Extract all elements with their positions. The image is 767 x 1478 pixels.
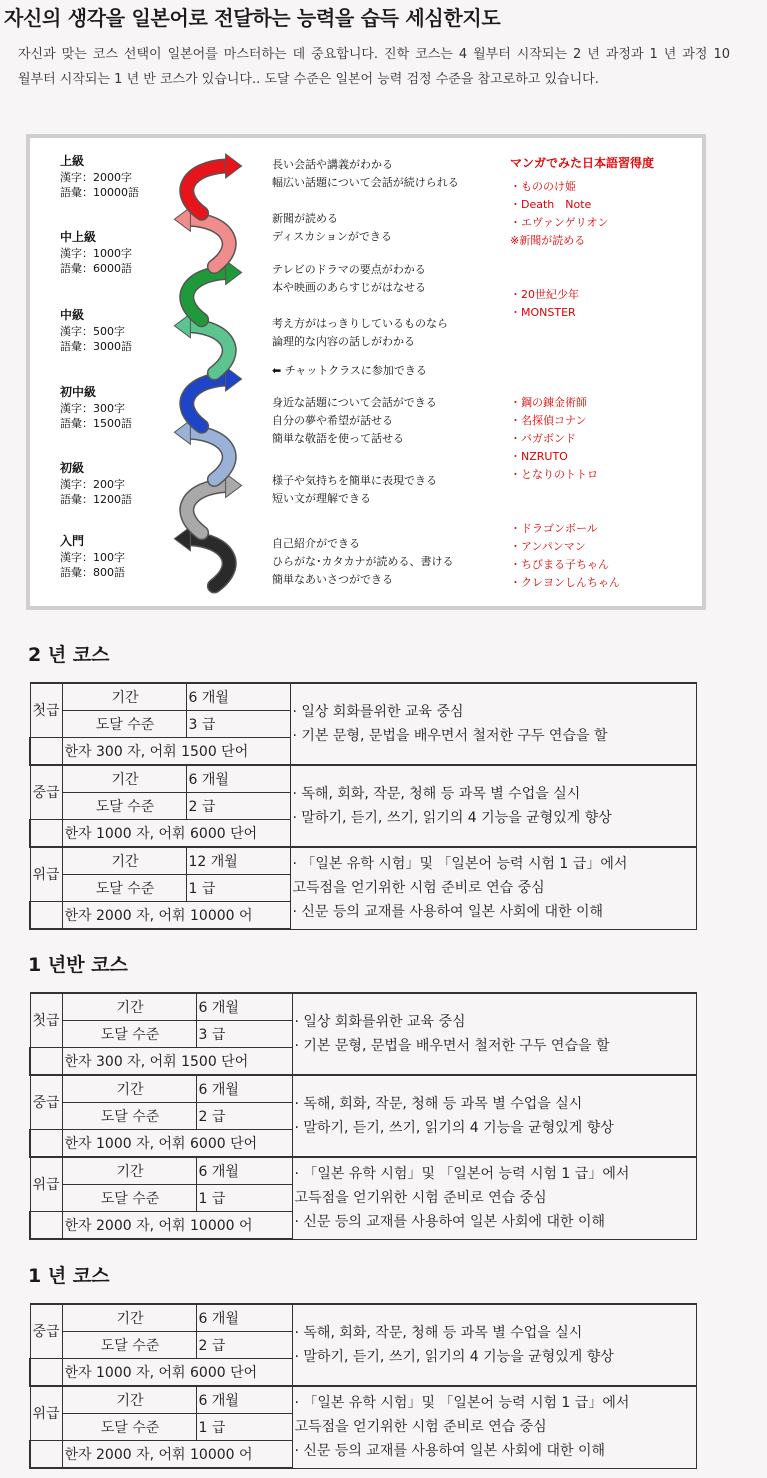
level-value: 3 급: [196, 1021, 292, 1048]
grade-cell: 첫급: [30, 683, 62, 738]
period-value: 6 개월: [196, 993, 292, 1021]
description-cell: · 「일본 유학 시험」및 「일본어 능력 시험 1 급」에서 고득점을 얻기위한 시험 준비로 연습 중심 · 신문 등의 교재를 사용하여 일본 사회에 대한 이해: [290, 847, 697, 929]
description-cell: · 독해, 회화, 작문, 청해 등 과목 별 수업을 실시 · 말하기, 듣기, 쓰기, 읽기의 4 기능을 균형있게 향상: [290, 765, 697, 847]
page-title: 자신의 생각을 일본어로 전달하는 능력을 습득 세심한지도: [4, 6, 501, 30]
table-row: [30, 1157, 697, 1185]
level-label: 도달 수준: [62, 793, 186, 820]
course-table: [29, 1303, 697, 1469]
grade-cell: 중급: [30, 1075, 62, 1130]
table-row: [30, 1386, 697, 1414]
intro-paragraph: 자신과 맞는 코스 선택이 일본어를 마스터하는 데 중요합니다. 진학 코스는 4 월부터 시작되는 2 년 과정과 1 년 과정 10 월부터 시작되는 1 년 반 코스가 있습니다.. 도달 수준은 일본어 능력 검정 수준을 참고로하고 있습니다.: [18, 47, 730, 87]
level-value: 1 급: [186, 875, 290, 902]
grade-cell: 중급: [30, 765, 62, 820]
requirement-cell: 한자 1000 자, 어휘 6000 단어: [62, 1130, 292, 1158]
table-row: [30, 1075, 697, 1103]
period-value: 6 개월: [196, 1157, 292, 1185]
level-description: 様子や気持ちを簡単に表現できる 短い文が理解できる: [272, 474, 437, 505]
level-description: 新聞が読める ディスカションができる: [272, 212, 392, 243]
level-description: 考え方がはっきりしているものなら 論理的な内容の話しがわかる: [272, 317, 448, 348]
grade-cell: 위급: [30, 847, 62, 902]
period-value: 6 개월: [186, 683, 290, 711]
manga-list: ・ドラゴンボール ・アンパンマン ・ちびまる子ちゃん ・クレヨンしんちゃん: [510, 522, 620, 589]
level-description: 身近な話題について会話ができる 自分の夢や希望が話せる 簡単な敬語を使って話せる: [272, 396, 437, 445]
period-value: 6 개월: [196, 1386, 292, 1414]
level-description: 長い会話や講義がわかる 幅広い話題について会話が続けられる: [272, 158, 459, 189]
manga-list: ・20世紀少年 ・MONSTER: [510, 288, 579, 319]
period-label: 기간: [62, 847, 186, 875]
level-label: 도달 수준: [62, 1332, 196, 1359]
left-arrow-icon: ⬅: [272, 364, 282, 377]
description-cell: · 일상 회화를위한 교육 중심 · 기본 문형, 문법을 배우면서 철저한 구두 연습을 할: [290, 683, 697, 765]
level-value: 1 급: [196, 1185, 292, 1212]
grade-cell: 첫급: [30, 993, 62, 1048]
table-row: [30, 765, 697, 793]
level-figure: [26, 134, 706, 610]
table-row: [30, 683, 697, 711]
requirement-cell: 한자 300 자, 어휘 1500 단어: [62, 738, 290, 766]
course-table: [29, 992, 697, 1240]
table-row: [30, 1304, 697, 1332]
level-label: 中上級 漢字：1000字 語彙：6000語: [60, 230, 132, 275]
chat-class-note: ⬅ チャットクラスに参加できる: [272, 364, 427, 377]
course-title: 1 년 코스: [28, 1265, 110, 1287]
requirement-cell: 한자 1000 자, 어휘 6000 단어: [62, 820, 290, 848]
level-description: 自己紹介ができる ひらがな･カタカナが読める、書ける 簡単なあいさつができる: [272, 537, 454, 586]
level-label: 入門 漢字：100字 語彙：800語: [60, 534, 125, 579]
period-value: 12 개월: [186, 847, 290, 875]
period-label: 기간: [62, 765, 186, 793]
level-value: 2 급: [196, 1103, 292, 1130]
level-label: 도달 수준: [62, 1185, 196, 1212]
description-cell: · 일상 회화를위한 교육 중심 · 기본 문형, 문법을 배우면서 철저한 구두 연습을 할: [292, 993, 697, 1075]
manga-list: ・もののけ姫 ・Death Note ・エヴァンゲリオン ※新聞が読める: [510, 180, 609, 247]
period-value: 6 개월: [186, 765, 290, 793]
level-label: 上級 漢字：2000字 語彙：10000語: [60, 154, 139, 199]
period-label: 기간: [62, 1386, 196, 1414]
description-cell: · 「일본 유학 시험」및 「일본어 능력 시험 1 급」에서 고득점을 얻기위한 시험 준비로 연습 중심 · 신문 등의 교재를 사용하여 일본 사회에 대한 이해: [292, 1157, 697, 1239]
level-label: 도달 수준: [62, 875, 186, 902]
period-label: 기간: [62, 1304, 196, 1332]
period-value: 6 개월: [196, 1304, 292, 1332]
requirement-cell: 한자 2000 자, 어휘 10000 어: [62, 902, 290, 930]
course-title: 2 년 코스: [28, 644, 110, 666]
level-value: 2 급: [186, 793, 290, 820]
requirement-cell: 한자 300 자, 어휘 1500 단어: [62, 1048, 292, 1076]
level-value: 2 급: [196, 1332, 292, 1359]
period-label: 기간: [62, 993, 196, 1021]
period-label: 기간: [62, 1157, 196, 1185]
requirement-cell: 한자 2000 자, 어휘 10000 어: [62, 1212, 292, 1240]
grade-cell: 위급: [30, 1157, 62, 1212]
grade-cell: 위급: [30, 1386, 62, 1441]
level-value: 3 급: [186, 711, 290, 738]
level-label: 도달 수준: [62, 711, 186, 738]
course-title: 1 년반 코스: [28, 954, 128, 976]
manga-title: マンガでみた日本語習得度: [510, 156, 655, 170]
level-label: 初級 漢字：200字 語彙：1200語: [60, 461, 132, 506]
course-table: [29, 682, 697, 930]
level-label: 도달 수준: [62, 1103, 196, 1130]
manga-list: ・鋼の錬金術師 ・名探偵コナン ・バガボンド ・NZRUTO ・となりのトトロ: [510, 396, 598, 481]
requirement-cell: 한자 2000 자, 어휘 10000 어: [62, 1441, 292, 1469]
requirement-cell: 한자 1000 자, 어휘 6000 단어: [62, 1359, 292, 1387]
spiral-arrow-segment: [187, 154, 242, 213]
table-row: [30, 993, 697, 1021]
level-label: 도달 수준: [62, 1414, 196, 1441]
table-row: [30, 847, 697, 875]
grade-cell: 중급: [30, 1304, 62, 1359]
level-value: 1 급: [196, 1414, 292, 1441]
level-label: 中級 漢字：500字 語彙：3000語: [60, 308, 132, 353]
period-value: 6 개월: [196, 1075, 292, 1103]
level-label: 初中級 漢字：300字 語彙：1500語: [60, 385, 132, 430]
level-description: テレビのドラマの要点がわかる 本や映画のあらすじがはなせる: [272, 263, 426, 294]
period-label: 기간: [62, 1075, 196, 1103]
period-label: 기간: [62, 683, 186, 711]
description-cell: · 「일본 유학 시험」및 「일본어 능력 시험 1 급」에서 고득점을 얻기위한 시험 준비로 연습 중심 · 신문 등의 교재를 사용하여 일본 사회에 대한 이해: [292, 1386, 697, 1468]
level-label: 도달 수준: [62, 1021, 196, 1048]
description-cell: · 독해, 회화, 작문, 청해 등 과목 별 수업을 실시 · 말하기, 듣기, 쓰기, 읽기의 4 기능을 균형있게 향상: [292, 1304, 697, 1386]
description-cell: · 독해, 회화, 작문, 청해 등 과목 별 수업을 실시 · 말하기, 듣기, 쓰기, 읽기의 4 기능을 균형있게 향상: [292, 1075, 697, 1157]
